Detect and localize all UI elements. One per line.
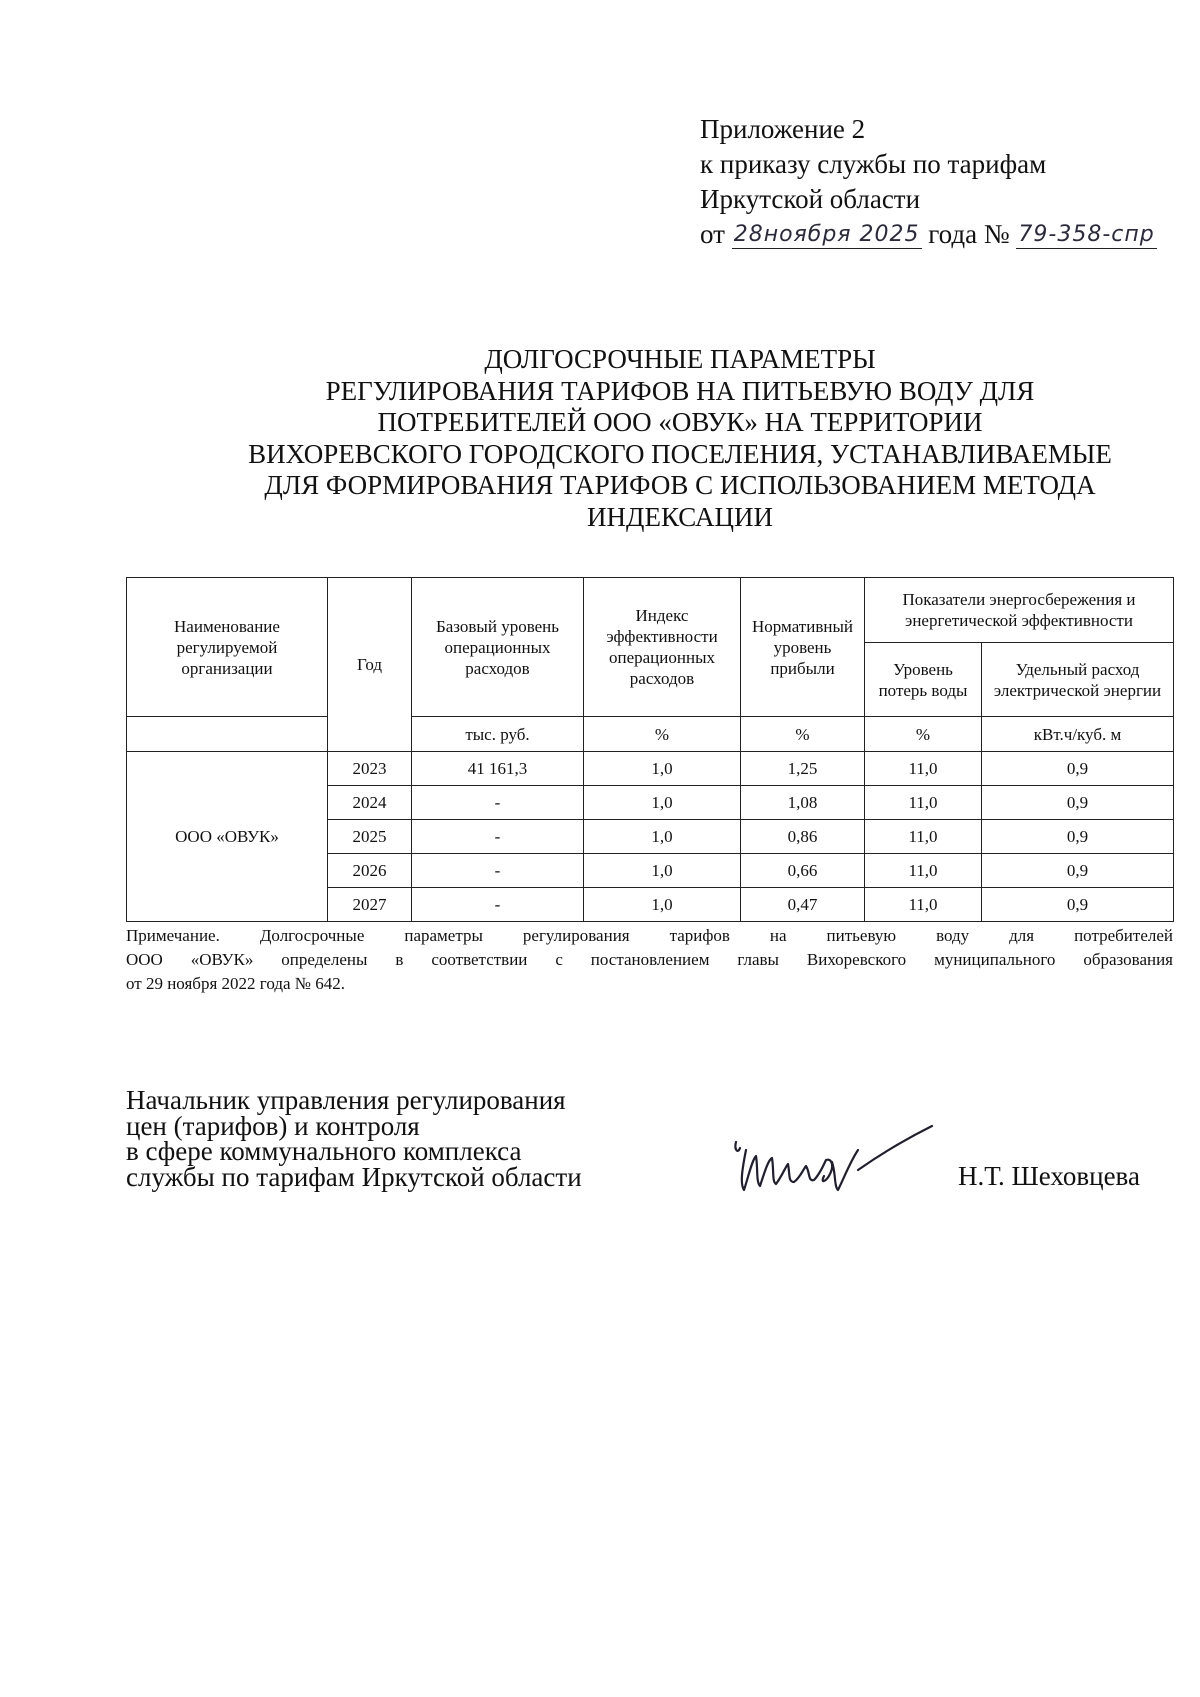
unit-water-losses: % [865, 717, 982, 752]
index-cell: 1,0 [584, 752, 741, 786]
base-level-cell: - [412, 854, 584, 888]
header-water-losses: Уровень потерь воды [865, 643, 982, 717]
profit-cell: 1,08 [741, 786, 865, 820]
electricity-cell: 0,9 [982, 752, 1174, 786]
losses-cell: 11,0 [865, 854, 982, 888]
signatory-position [126, 1085, 646, 1192]
losses-cell: 11,0 [865, 786, 982, 820]
index-cell: 1,0 [584, 854, 741, 888]
profit-cell: 0,66 [741, 854, 865, 888]
unit-base-level: тыс. руб. [412, 717, 584, 752]
losses-cell: 11,0 [865, 752, 982, 786]
handwritten-date: 28ноября 2025 [733, 222, 920, 247]
profit-cell: 0,47 [741, 888, 865, 922]
note-line-3: от 29 ноября 2022 года № 642. [126, 974, 345, 993]
year-cell: 2024 [328, 786, 412, 820]
profit-cell: 1,25 [741, 752, 865, 786]
year-cell: 2027 [328, 888, 412, 922]
base-level-cell: - [412, 888, 584, 922]
header-base-level: Базовый уровень операционных расходов [412, 578, 584, 717]
position-line-2: цен (тарифов) и контроля [126, 1110, 420, 1141]
appendix-header [700, 112, 1180, 252]
title-line-1: ДОЛГОСРОЧНЫЕ ПАРАМЕТРЫ [484, 344, 876, 374]
appendix-line-2: к приказу службы по тарифам [700, 149, 1047, 179]
base-level-cell: - [412, 820, 584, 854]
signer-name: Н.Т. Шеховцева [958, 1161, 1140, 1191]
table-note [126, 924, 1173, 996]
title-line-5: ДЛЯ ФОРМИРОВАНИЯ ТАРИФОВ С ИСПОЛЬЗОВАНИЕМ МЕТОДА [264, 470, 1096, 500]
appendix-from-label: от [700, 219, 725, 249]
year-cell: 2026 [328, 854, 412, 888]
header-electricity-consumption: Удельный расход электрической энергии [982, 643, 1174, 717]
index-cell: 1,0 [584, 820, 741, 854]
note-line-1: Примечание. Долгосрочные параметры регулирования тарифов на питьевую воду для потребителей [126, 926, 1173, 945]
position-line-3: в сфере коммунального комплекса [126, 1136, 522, 1166]
handwritten-signature [728, 1120, 938, 1200]
position-line-1: Начальник управления регулирования [126, 1085, 566, 1115]
title-line-3: ПОТРЕБИТЕЛЕЙ ООО «ОВУК» НА ТЕРРИТОРИИ [377, 407, 983, 437]
header-energy-group: Показатели энергосбережения и энергетической эффективности [865, 578, 1174, 643]
year-cell: 2025 [328, 820, 412, 854]
base-level-cell: 41 161,3 [412, 752, 584, 786]
document-title [190, 344, 1170, 533]
units-organization-empty [127, 717, 328, 752]
header-profit-level: Нормативный уровень прибыли [741, 578, 865, 717]
losses-cell: 11,0 [865, 820, 982, 854]
header-organization: Наименование регулируемой организации [127, 578, 328, 717]
organization-name: ООО «ОВУК» [127, 752, 328, 922]
note-line-2: ООО «ОВУК» определены в соответствии с постановлением главы Вихоревского муниципального образования [126, 950, 1173, 969]
title-line-6: ИНДЕКСАЦИИ [587, 501, 773, 532]
base-level-cell: - [412, 786, 584, 820]
header-year: Год [328, 578, 412, 752]
appendix-number-label: года № [928, 219, 1010, 249]
appendix-line-3: Иркутской области [700, 184, 921, 214]
losses-cell: 11,0 [865, 888, 982, 922]
unit-profit-level: % [741, 717, 865, 752]
index-cell: 1,0 [584, 888, 741, 922]
electricity-cell: 0,9 [982, 888, 1174, 922]
index-cell: 1,0 [584, 786, 741, 820]
title-line-4: ВИХОРЕВСКОГО ГОРОДСКОГО ПОСЕЛЕНИЯ, УСТАНАВЛИВАЕМЫЕ [248, 438, 1112, 469]
electricity-cell: 0,9 [982, 786, 1174, 820]
header-efficiency-index: Индекс эффективности операционных расходов [584, 578, 741, 717]
electricity-cell: 0,9 [982, 820, 1174, 854]
unit-efficiency-index: % [584, 717, 741, 752]
unit-electricity: кВт.ч/куб. м [982, 717, 1174, 752]
table-row [127, 752, 1174, 786]
appendix-line-4 [700, 217, 1180, 252]
title-line-2: РЕГУЛИРОВАНИЯ ТАРИФОВ НА ПИТЬЕВУЮ ВОДУ ДЛЯ [325, 375, 1035, 406]
parameters-table [126, 577, 1174, 922]
year-cell: 2023 [328, 752, 412, 786]
position-line-4: службы по тарифам Иркутской области [126, 1161, 582, 1192]
handwritten-order-number: 79-358-спр [1018, 222, 1155, 247]
appendix-line-1: Приложение 2 [700, 114, 866, 144]
profit-cell: 0,86 [741, 820, 865, 854]
electricity-cell: 0,9 [982, 854, 1174, 888]
